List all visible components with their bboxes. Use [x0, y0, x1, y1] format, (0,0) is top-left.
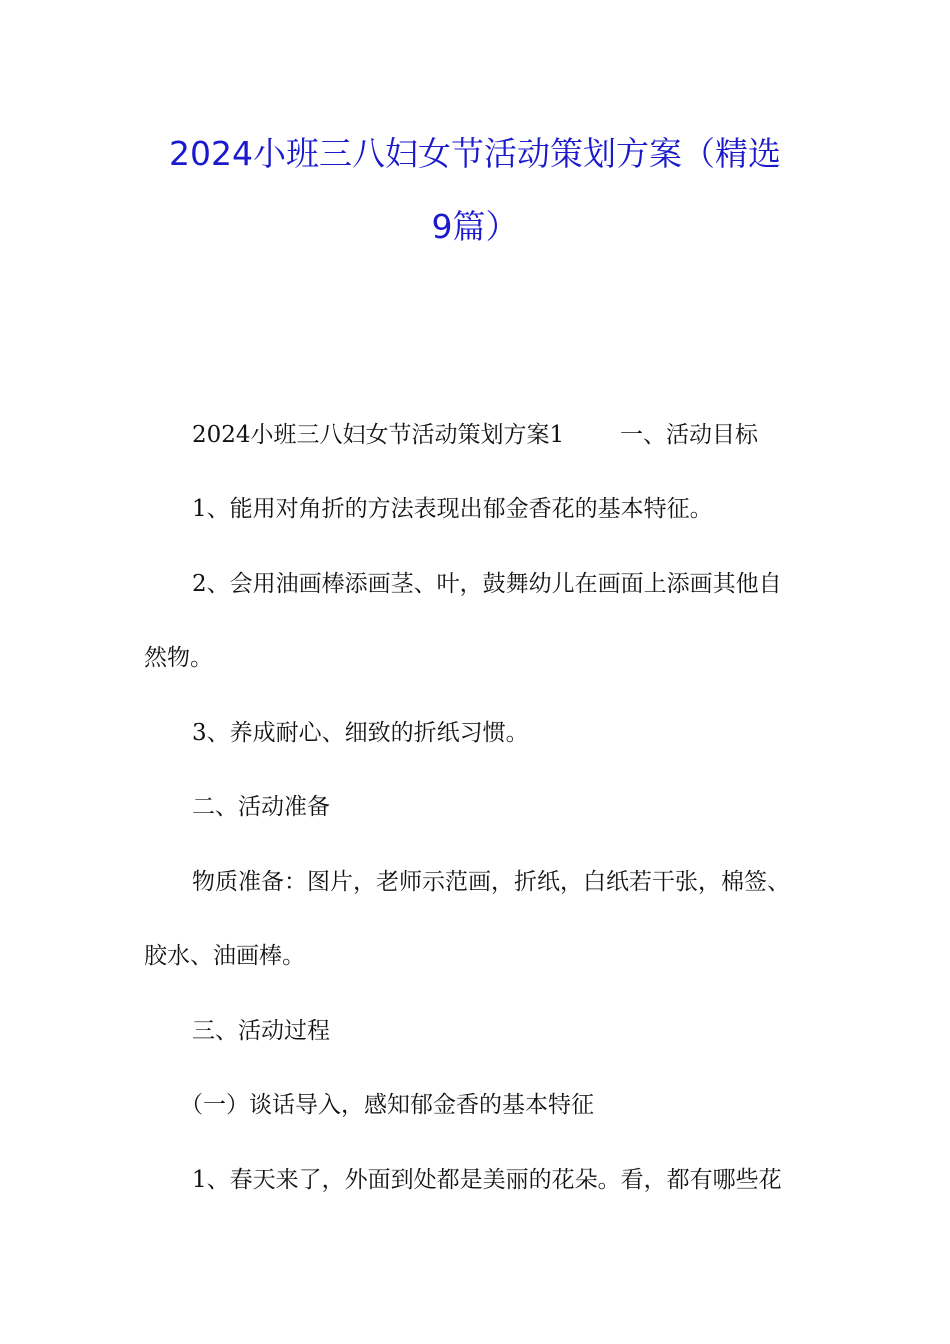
- document-title-line-2: 9篇）: [431, 207, 519, 246]
- section-heading-goals: 一、活动目标: [620, 422, 758, 448]
- paragraph-goal-2-line-1: 2、会用油画棒添画茎、叶，鼓舞幼儿在画面上添画其他自: [192, 571, 782, 597]
- document-title-line-1: 2024小班三八妇女节活动策划方案（精选: [169, 134, 781, 173]
- paragraph-process-1: 1、春天来了，外面到处都是美丽的花朵。看，都有哪些花: [192, 1167, 782, 1193]
- paragraph-goal-1: 1、能用对角折的方法表现出郁金香花的基本特征。: [192, 496, 713, 522]
- section-heading-process: 三、活动过程: [192, 1018, 330, 1044]
- paragraph-materials-line-1: 物质准备：图片，老师示范画，折纸，白纸若干张，棉签、: [192, 869, 790, 895]
- section-heading-plan-1: 2024小班三八妇女节活动策划方案1: [192, 422, 565, 448]
- paragraph-goal-2-line-2: 然物。: [144, 645, 213, 671]
- paragraph-goal-3: 3、养成耐心、细致的折纸习惯。: [192, 720, 529, 746]
- paragraph-materials-line-2: 胶水、油画棒。: [144, 943, 305, 969]
- subsection-heading-intro: （一）谈话导入，感知郁金香的基本特征: [180, 1092, 594, 1118]
- section-heading-preparation: 二、活动准备: [192, 794, 330, 820]
